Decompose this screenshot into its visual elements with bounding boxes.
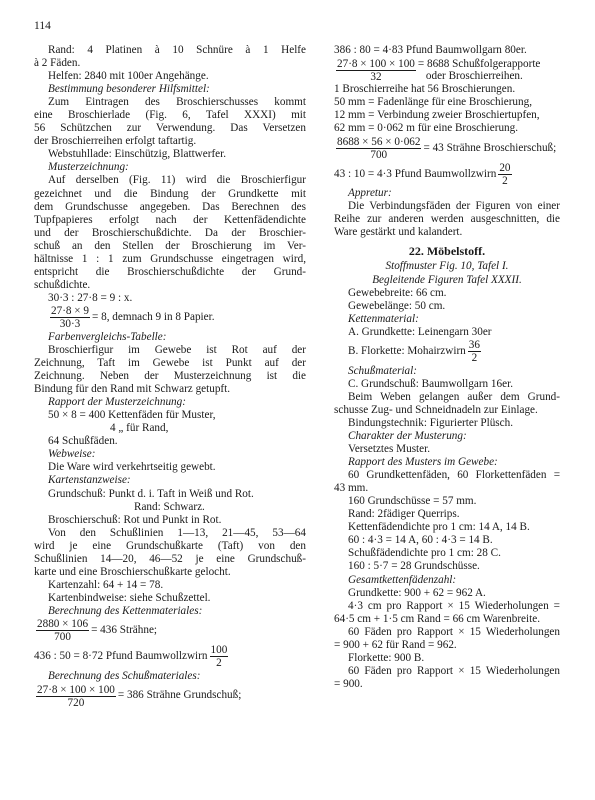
text-line: Zum Eintragen des Broschierschusses kommt — [48, 96, 306, 109]
text-line: Beim Weben gelangen außer dem Grund- — [348, 390, 560, 403]
text-line: Reihe zur anderen werden ausgeschnitten, die — [334, 213, 560, 226]
fraction: $\frac{36}{2}$ — [468, 339, 480, 365]
text-line: 56 Schützchen zur Verwendung. Das Versetzen — [34, 122, 306, 135]
text-line: 1 Broschierreihe hat 56 Broschierungen. — [334, 83, 516, 96]
text-line: Schußlinien 14—20, 46—52 je eine Grundschuß- — [34, 552, 306, 565]
text-line: Rand: 4 Platinen à 10 Schnüre à 1 Helfe — [48, 44, 306, 56]
text-line: Farbenvergleichs-Tabelle: — [48, 330, 167, 343]
text-line: Zeichnung. Neben der Musterzeichnung ist die — [34, 370, 306, 383]
text-line: Die Verbindungsfäden der Figuren von einer — [348, 200, 560, 213]
text-line: schußdichte. — [34, 278, 91, 291]
fraction: $\frac{20}{2}$ — [499, 161, 511, 187]
text-line: A. Grundkette: Leinengarn 30er — [348, 325, 492, 338]
text-line: der Broschierreihen erfolgt taftartig. — [34, 135, 197, 148]
text-line: 4·3 cm pro Rapport × 15 Wiederholungen = — [348, 599, 560, 612]
fraction: $\frac{8688 \times 56 \times 0\cdot 062}{700}$ — [337, 135, 421, 161]
text-line: Rapport der Musterzeichnung: — [48, 396, 186, 409]
text-line: Tupfpapieres erfolgt nach der Kettenfädendichte — [34, 213, 306, 226]
formula-text: 43 : 10 = 4·3 Pfund Baumwollzwirn — [334, 167, 497, 180]
formula-result: = 436 Strähne; — [91, 624, 158, 637]
text-line: 64·5 cm + 1·5 cm Rand = 66 cm Warenbreite. — [334, 612, 540, 625]
formula-block — [334, 161, 560, 187]
text-line: Schußmaterial: — [348, 364, 417, 377]
left-column — [34, 44, 306, 709]
text-line: 43 mm. — [334, 482, 369, 495]
text-line: Broschierfigur im Gewebe ist Rot auf der — [48, 343, 306, 356]
text-line: schusse Zug- und Schneidnadeln zur Einlage. — [334, 403, 538, 416]
text-line: Kartenbindweise: siehe Schußzettel. — [48, 591, 211, 604]
text-line: Rand: Schwarz. — [134, 500, 205, 513]
text-line: Gesamtkettenfädenzahl: — [348, 573, 457, 586]
text-line: 160 : 5·7 = 28 Grundschüsse. — [348, 560, 480, 573]
text-line: wird je eine Grundschußkarte (Taft) von den — [34, 539, 306, 552]
fraction: $\frac{27\cdot 8 \times 100 \times 100}{720}$ — [37, 683, 115, 709]
text-line: Berechnung des Schußmateriales: — [48, 669, 201, 682]
text-line: Kettenfädendichte pro 1 cm: 14 A, 14 B. — [348, 521, 530, 534]
text-line: 386 : 80 = 4·83 Pfund Baumwollgarn 80er. — [334, 44, 527, 56]
formula-result: = 8688 Schußfolgerapporte — [417, 58, 541, 71]
text-line: dem Grundschusse angegeben. Das Berechnen des — [34, 200, 306, 213]
formula-result: oder Broschierreihen. — [425, 70, 523, 83]
formula-block — [34, 683, 306, 709]
text-line: = 900. — [334, 677, 363, 690]
page-number: 114 — [34, 20, 51, 32]
text-line: entspricht die Broschierschußdichte der Grund- — [34, 265, 306, 278]
formula-block — [34, 618, 306, 644]
text-line: C. Grundschuß: Baumwollgarn 16er. — [348, 377, 513, 390]
text-line: 62 mm = 0·062 m für eine Broschierung. — [334, 122, 519, 135]
text-line: Musterzeichnung: — [48, 161, 129, 174]
formula-text: 436 : 50 = 8·72 Pfund Baumwollzwirn — [34, 650, 208, 663]
text-line: 30·3 : 27·8 = 9 : x. — [48, 291, 133, 304]
formula-block — [334, 135, 560, 161]
text-line: Kartenzahl: 64 + 14 = 78. — [48, 578, 164, 591]
formula-block — [34, 305, 306, 331]
text-line: Charakter der Musterung: — [348, 429, 467, 442]
fraction: $\frac{27\cdot 8 \times 9}{30\cdot 3}$ — [51, 305, 90, 331]
text-line: 160 Grundschüsse = 57 mm. — [348, 495, 477, 508]
text-line: Appretur: — [348, 187, 392, 200]
text-line: Bindung für den Rand mit Schwarz getupft. — [34, 383, 231, 396]
text-line: Grundkette: 900 + 62 = 962 A. — [348, 586, 486, 599]
right-column — [334, 44, 560, 691]
text-line: hältnisse 1 : 1 zum Grundschusse eingetragen wird, — [34, 252, 306, 265]
text-line: eine Broschierlade (Fig. 6, Tafel XXXI) mit — [34, 109, 306, 122]
text-line: Webweise: — [48, 448, 96, 461]
fraction: $\frac{100}{2}$ — [210, 644, 228, 670]
text-line: Webstuhllade: Einschützig, Blattwerfer. — [48, 148, 227, 161]
text-line: Florkette: 900 B. — [348, 651, 425, 664]
fraction: $\frac{27\cdot 8 \times 100 \times 100}{32}$ — [337, 57, 415, 83]
text-line: Zeichnung, Taft im Gewebe ist Punkt auf der — [34, 357, 306, 370]
text-line: Ware gestärkt und kalandert. — [334, 226, 463, 239]
text-line: 50 × 8 = 400 Kettenfäden für Muster, — [48, 409, 216, 422]
text-line: Kartenstanzweise: — [48, 474, 131, 487]
text-line: 4 „ für Rand, — [110, 422, 169, 435]
text-line: 50 mm = Fadenlänge für eine Broschierung, — [334, 96, 532, 109]
section-subtitle: Begleitende Figuren Tafel XXXII. — [372, 273, 522, 286]
formula-block — [34, 644, 306, 670]
text-line: Rapport des Musters im Gewebe: — [348, 456, 498, 469]
section-subtitle: Stoffmuster Fig. 10, Tafel I. — [385, 260, 509, 273]
text-line: Grundschuß: Punkt d. i. Taft in Weiß und Rot. — [48, 487, 254, 500]
text-line: Gewebelänge: 50 cm. — [348, 299, 446, 312]
text-line: Auf derselben (Fig. 11) wird die Broschierfigur — [48, 174, 306, 187]
text-line: 60 : 4·3 = 14 A, 60 : 4·3 = 14 B. — [348, 534, 493, 547]
text-line: Versetztes Muster. — [348, 443, 431, 456]
text-line: Schußfädendichte pro 1 cm: 28 C. — [348, 547, 501, 560]
text-line: à 2 Fäden. — [34, 57, 81, 70]
text-line: 12 mm = Verbindung zweier Broschiertupfen, — [334, 109, 540, 122]
text-line: Von den Schußlinien 1—13, 21—45, 53—64 — [48, 526, 306, 539]
text-line: Helfen: 2840 mit 100er Angehänge. — [48, 70, 209, 83]
formula-block — [334, 57, 560, 83]
text-line: Die Ware wird verkehrtseitig gewebt. — [48, 461, 216, 474]
fraction: $\frac{2880 \times 106}{700}$ — [37, 618, 89, 644]
text-line: 60 Fäden pro Rapport × 15 Wiederholungen — [348, 625, 560, 638]
formula-block — [334, 339, 560, 365]
text-line: 60 Fäden pro Rapport × 15 Wiederholungen — [348, 664, 560, 677]
text-line: Bindungstechnik: Figurierter Plüsch. — [348, 416, 513, 429]
text-line: 60 Grundkettenfäden, 60 Florkettenfäden = — [348, 469, 560, 482]
text-line: gezeichnet und die Bindung der Grundkette mit — [34, 187, 306, 200]
text-line: Bestimmung besonderer Hilfsmittel: — [48, 83, 210, 96]
formula-text: B. Florkette: Mohairzwirn — [348, 345, 466, 358]
text-line: Rand: 2fädiger Querrips. — [348, 508, 460, 521]
formula-result: = 43 Strähne Broschierschuß; — [423, 141, 557, 154]
text-line: 64 Schußfäden. — [48, 435, 118, 448]
text-line: schuß an den Stellen der Broschierung im Ver- — [34, 239, 306, 252]
text-line: Broschierschuß: Rot und Punkt in Rot. — [48, 513, 222, 526]
section-heading: 22. Möbelstoff. — [408, 244, 486, 259]
formula-result: = 8, demnach 9 in 8 Papier. — [92, 311, 215, 324]
text-line: Kettenmaterial: — [348, 312, 419, 325]
text-line: karte und eine Broschierschußkarte gelocht. — [34, 565, 231, 578]
formula-result: = 386 Strähne Grundschuß; — [117, 689, 242, 702]
text-line: = 900 + 62 für Rand = 962. — [334, 638, 457, 651]
text-line: Gewebebreite: 66 cm. — [348, 286, 447, 299]
text-line: und der Broschierschußdichte. Da der Broschier- — [34, 226, 306, 239]
text-line: Berechnung des Kettenmateriales: — [48, 604, 203, 617]
